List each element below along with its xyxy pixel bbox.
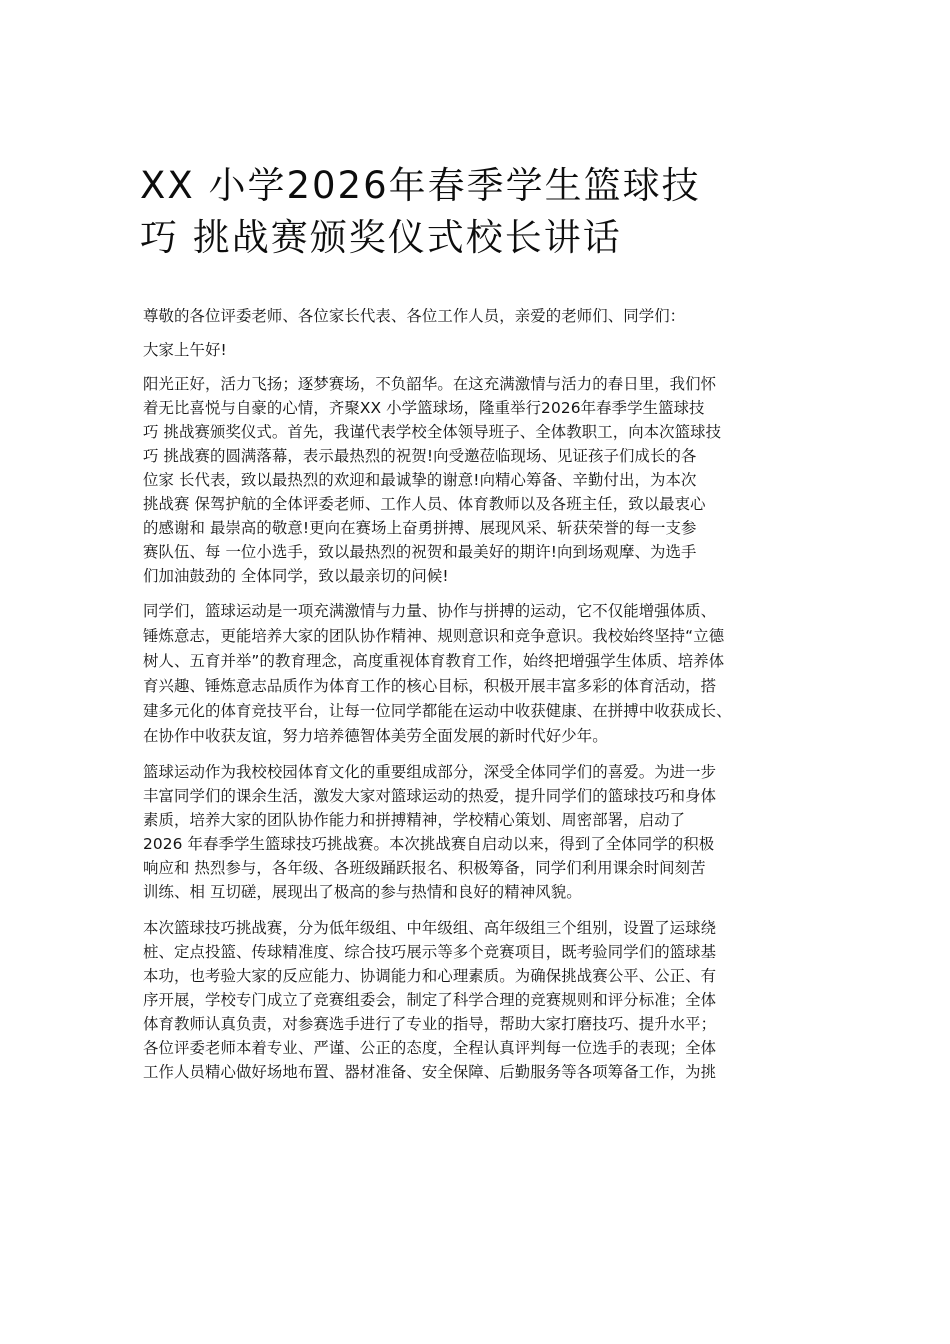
text-line: 各位评委老师本着专业、严谨、公正的态度，全程认真评判每一位选手的表现；全体 — [143, 1039, 717, 1057]
text-line: 桩、定点投篮、传球精准度、综合技巧展示等多个竞赛项目，既考验同学们的篮球基 — [143, 943, 717, 961]
body-paragraph — [143, 916, 815, 1084]
document-body — [143, 304, 815, 1093]
text-line: 建多元化的体育竞技平台，让每一位同学都能在运动中收获健康、在拼搏中收获成长、 — [143, 702, 732, 720]
document-title — [140, 160, 820, 264]
text-line: 工作人员精心做好场地布置、器材准备、安全保障、后勤服务等各项筹备工作，为挑 — [143, 1063, 717, 1081]
text-line: 巧 挑战赛的圆满落幕，表示最热烈的祝贺!向受邀莅临现场、见证孩子们成长的各 — [143, 447, 697, 465]
text-line: 丰富同学们的课余生活，激发大家对篮球运动的热爱，提升同学们的篮球技巧和身体 — [143, 787, 717, 805]
body-paragraph — [143, 760, 815, 904]
text-line: 序开展，学校专门成立了竞赛组委会，制定了科学合理的竞赛规则和评分标准；全体 — [143, 991, 717, 1009]
text-line: 2026 年春季学生篮球技巧挑战赛。本次挑战赛自启动以来，得到了全体同学的积极 — [143, 835, 715, 853]
text-line: 的感谢和 最崇高的敬意!更向在赛场上奋勇拼搏、展现风采、斩获荣誉的每一支参 — [143, 519, 697, 537]
title-line: XX 小学2026年春季学生篮球技 — [140, 164, 701, 207]
text-line: 篮球运动作为我校校园体育文化的重要组成部分，深受全体同学们的喜爱。为进一步 — [143, 763, 717, 781]
text-line: 树人、五育并举”的教育理念，高度重视体育教育工作，始终把增强学生体质、培养体 — [143, 652, 725, 670]
text-line: 训练、相 互切磋，展现出了极高的参与热情和良好的精神风貌。 — [143, 883, 582, 901]
text-line: 尊敬的各位评委老师、各位家长代表、各位工作人员，亲爱的老师们、同学们： — [143, 307, 686, 325]
text-line: 素质，培养大家的团队协作能力和拼搏精神，学校精心策划、周密部署，启动了 — [143, 811, 686, 829]
text-line: 同学们，篮球运动是一项充满激情与力量、协作与拼搏的运动，它不仅能增强体质、 — [143, 602, 717, 620]
text-line: 本次篮球技巧挑战赛，分为低年级组、中年级组、高年级组三个组别，设置了运球绕 — [143, 919, 717, 937]
text-line: 锤炼意志，更能培养大家的团队协作精神、规则意识和竞争意识。我校始终坚持“立德 — [143, 627, 725, 645]
title-line: 巧 挑战赛颁奖仪式校长讲话 — [140, 216, 622, 259]
text-line: 在协作中收获友谊，努力培养德智体美劳全面发展的新时代好少年。 — [143, 727, 608, 745]
text-line: 巧 挑战赛颁奖仪式。首先，我谨代表学校全体领导班子、全体教职工，向本次篮球技 — [143, 423, 722, 441]
text-line: 着无比喜悦与自豪的心情，齐聚XX 小学篮球场，隆重举行2026年春季学生篮球技 — [143, 399, 705, 417]
text-line: 赛队伍、每 一位小选手，致以最热烈的祝贺和最美好的期许!向到场观摩、为选手 — [143, 543, 697, 561]
text-line: 阳光正好，活力飞扬；逐梦赛场，不负韶华。在这充满激情与活力的春日里，我们怀 — [143, 375, 717, 393]
greeting-paragraph — [143, 338, 815, 362]
body-paragraph — [143, 599, 815, 749]
text-line: 大家上午好! — [143, 341, 227, 359]
text-line: 们加油鼓劲的 全体同学，致以最亲切的问候! — [143, 567, 449, 585]
opening-paragraph — [143, 372, 815, 588]
text-line: 位家 长代表，致以最热烈的欢迎和最诚挚的谢意!向精心筹备、辛勤付出，为本次 — [143, 471, 697, 489]
text-line: 育兴趣、锤炼意志品质作为体育工作的核心目标，积极开展丰富多彩的体育活动，搭 — [143, 677, 717, 695]
text-line: 响应和 热烈参与，各年级、各班级踊跃报名、积极筹备，同学们利用课余时间刻苦 — [143, 859, 706, 877]
text-line: 体育教师认真负责，对参赛选手进行了专业的指导，帮助大家打磨技巧、提升水平； — [143, 1015, 717, 1033]
salutation-paragraph — [143, 304, 815, 328]
text-line: 本功，也考验大家的反应能力、协调能力和心理素质。为确保挑战赛公平、公正、有 — [143, 967, 717, 985]
text-line: 挑战赛 保驾护航的全体评委老师、工作人员、体育教师以及各班主任，致以最衷心 — [143, 495, 706, 513]
